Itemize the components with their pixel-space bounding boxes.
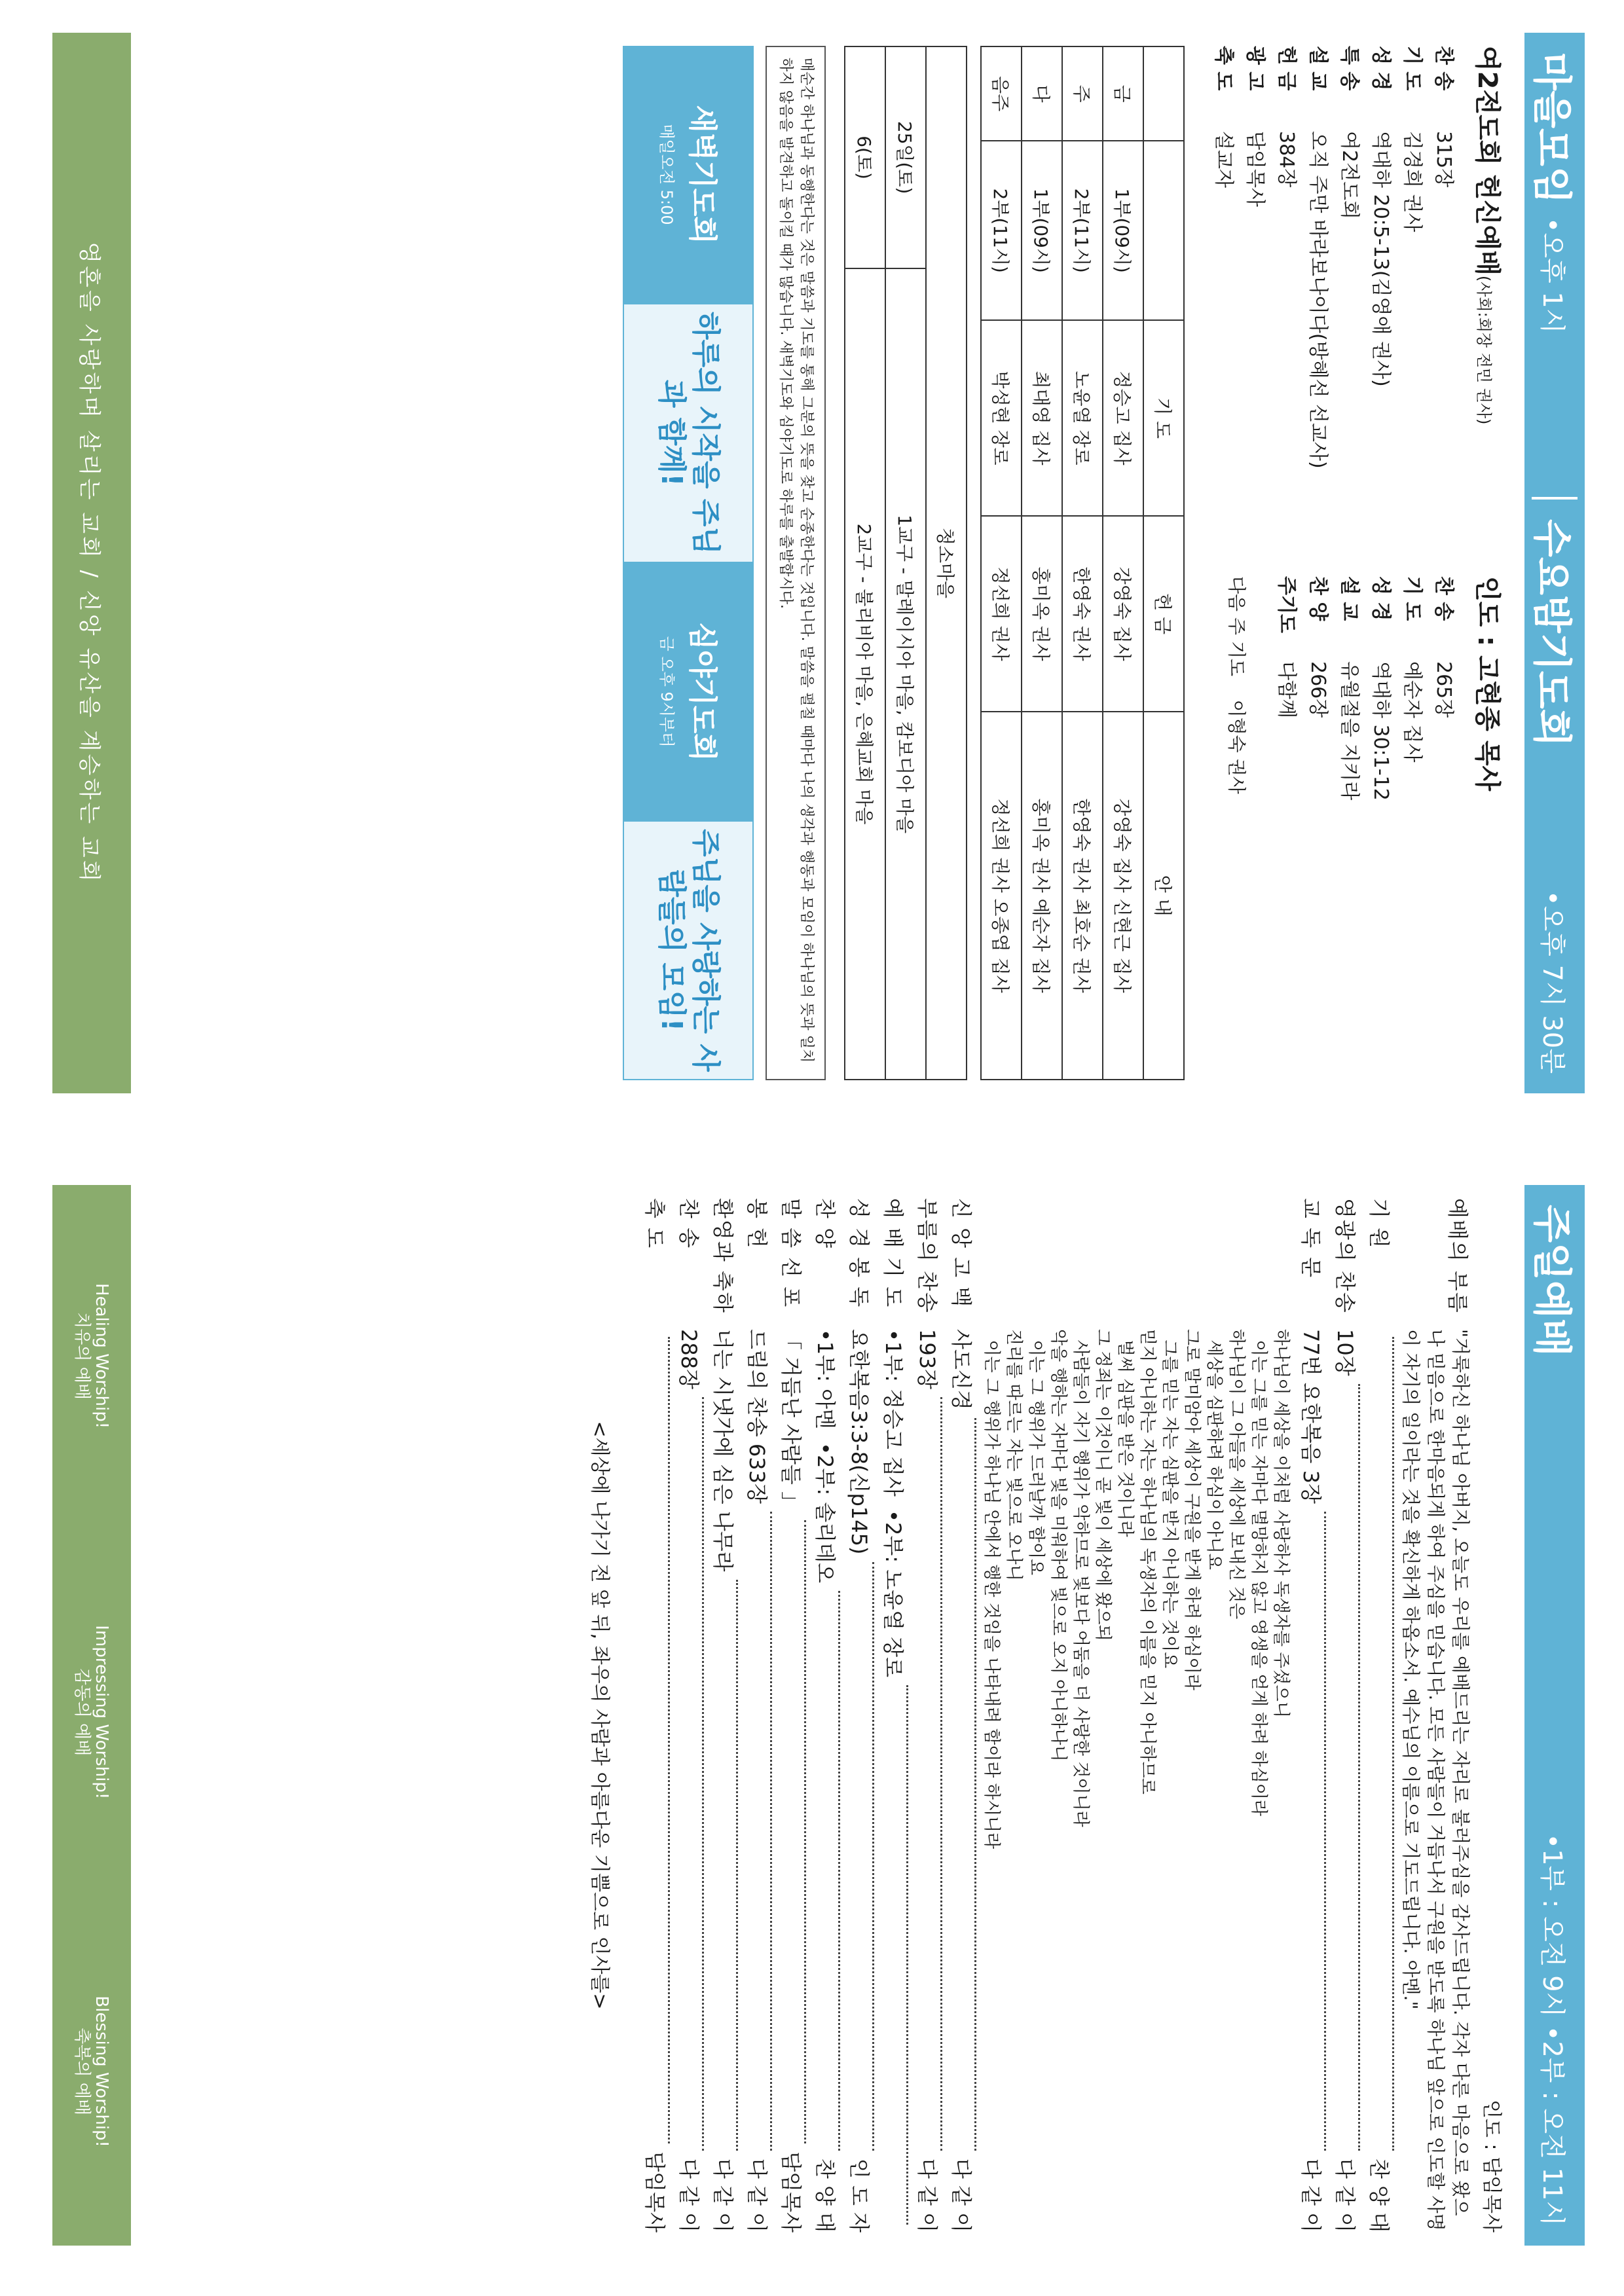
service-row (810, 1198, 840, 2232)
dot-leader (1324, 1512, 1326, 2151)
dot-leader (668, 1337, 670, 2143)
service-content: 193장 (915, 1329, 940, 1389)
prayer-box-time: 매일오전 5:00 (657, 124, 676, 225)
service-content: •1부: 정승고 집사 •2부: 노윤열 장로 (881, 1329, 906, 1678)
service-person: 담임목사 (779, 2151, 803, 2232)
table-row (1022, 46, 1062, 1080)
table-cell: 정선희 권사 오종엽 집사 (981, 712, 1022, 1080)
service-row (708, 1198, 738, 2232)
service-label: 부름의 찬송 (915, 1198, 940, 1314)
dot-leader (804, 1520, 806, 2143)
dot-leader (736, 1580, 738, 2151)
table-cell: 정승고 집사 (1103, 320, 1143, 516)
table-row (1103, 46, 1143, 1080)
table-cell: 다 (1022, 46, 1062, 141)
meeting-value: 오직 주만 바라보나이다(방혜선 선교사) (1306, 131, 1329, 469)
service-row (1398, 1198, 1473, 2232)
table-cell: 정선희 권사 (981, 516, 1022, 712)
service-person: 다 같 이 (949, 2158, 974, 2232)
service-row (1330, 1198, 1360, 2232)
meeting-label: 설 교 (1338, 576, 1361, 621)
service-row (1364, 1198, 1394, 2232)
service-content: 하나님이 세상을 이처럼 사랑하사 독생자를 주셨으니 이는 그를 믿는 자마다 멸망하지 않고 영생을 얻게 하려 하심이라 하나님이 그 아들을 세상에 보내신 것은 세상을 심판하려 하심이 아니요 그로 말미암아 세상이 구원을 받게 하려 하심이라 그를 믿는 자는 심판을 받지 아니하는 것이요 믿지 아니하는 자는 하나님의 독생자의 이름을 믿지 아니하므로 벌써 심판을 받은 것이니라 그 정죄는 이것이니 곧 빛이 세상에 왔으되 사람들이 자기 행위가 악하므로 빛보다 어둠을 더 사랑한 것이니라 악을 행하는 자마다 빛을 미워하여 빛으로 오지 아니하나니 이는 그 행위가 드러날까 함이요 진리를 따르는 자는 빛으로 오나니 이는 그 행위가 하나님 안에서 행한 것임을 나타내려 함이라 하시니라 (982, 1329, 1291, 1850)
service-label: 찬 송 (676, 1198, 701, 1249)
church-slogan: 영혼을 사랑하며 살리는 교회 / 신앙 유산을 계승하는 교회 (52, 33, 131, 1093)
table-cell: 최대영 집사 (1022, 320, 1062, 516)
duty-table (980, 46, 1185, 1080)
dot-leader (974, 1418, 976, 2151)
weekday-header-bar (1524, 33, 1585, 1093)
prayer-box-time: 금 오후 9시부터 (657, 636, 676, 748)
table-cell: 6(토) (845, 46, 885, 268)
service-row (844, 1198, 874, 2232)
wednesday-meeting (1191, 563, 1524, 1093)
meeting-row (1302, 46, 1333, 550)
meeting-value: 다함께 (1275, 661, 1298, 718)
table-cell: 1교구 - 말레이시아 마을, 캄보디아 마을 (885, 268, 926, 1080)
service-person: 다 같 이 (1333, 2158, 1357, 2232)
service-row (674, 1198, 704, 2232)
service-content: 「 거듭난 사람들 」 (779, 1329, 803, 1512)
meeting-row (1239, 46, 1270, 550)
sunday-title: 주일예배 (1528, 1205, 1574, 1357)
service-person: 다 같 이 (1299, 2158, 1323, 2232)
prayer-box-title: 주님을 사랑하는 사람들의 모임! (655, 829, 722, 1072)
table-cell: 홍미옥 권사 예순자 집사 (1022, 712, 1062, 1080)
meeting-label: 성 경 (1369, 46, 1392, 91)
closing-greeting: <세상에 나가기 전 앞 뒤, 좌우의 사람과 아름다운 기쁨으로 인사를> (588, 1421, 611, 2010)
service-content: "거룩하신 하나님 아버지, 오늘도 우리를 예배드리는 자리로 불러주심을 감사드립니다. 각자 다른 마음으로 왔으나 믿음으로 한마음되게 하여 주심을 믿습니다. 모든 사람들이 거듭나서 구원을 받도록 하나님 앞으로 인도할 사명이 자기의 일이라는 것을 확신하게 하옵소서. 예수님의 이름으로 기도드립니다. 아멘." (1400, 1329, 1471, 2231)
meeting-row (1428, 576, 1459, 1080)
order-of-service (640, 1198, 1473, 2232)
meeting-label: 성 경 (1369, 576, 1392, 621)
meeting-label: 기 도 (1401, 46, 1424, 91)
duty-header: 기 도 (1143, 320, 1184, 516)
service-content: •1부: 아멘 •2부: 솔리데오 (813, 1329, 838, 1584)
dot-leader (1358, 1384, 1360, 2151)
meeting-row (1365, 46, 1396, 550)
service-content: 너는 시냇가에 심은 나무라 (710, 1329, 735, 1572)
meeting-row (1396, 576, 1428, 1080)
service-label: 영광의 찬송 (1333, 1198, 1357, 1314)
service-label: 예배의 부름 (1445, 1198, 1470, 1314)
meeting-value: 설교자 (1212, 131, 1235, 188)
service-content: 드림의 찬송 633장 (745, 1329, 769, 1504)
sunday-time: •1부 : 오전 9시 •2부 : 오전 11시 (1537, 1833, 1568, 2226)
service-label: 말 씀 선 포 (779, 1198, 803, 1309)
meeting-label: 주기도 (1275, 576, 1298, 633)
service-content: 10장 (1333, 1329, 1357, 1376)
next-prayer: 다음 주 기도 이형숙 권사 (1226, 576, 1247, 794)
wednesday-leader: 인도 : 고현종 목사 (1472, 576, 1502, 792)
table-cell: 박성현 장로 (981, 320, 1022, 516)
service-row (1296, 1198, 1326, 2232)
prayer-box (623, 820, 754, 1080)
prayer-box (623, 303, 754, 563)
dot-leader (838, 1591, 840, 2151)
table-row (1062, 46, 1103, 1080)
dot-leader (940, 1397, 942, 2151)
service-person: 다 같 이 (676, 2158, 701, 2232)
prayer-box-title: 심야기도회 (686, 622, 720, 761)
cleaning-header: 청소마을 (926, 46, 967, 1080)
worship-healing: Healing Worship! 치유의 예배 (72, 1283, 111, 1429)
sunday-header-bar (1524, 1185, 1585, 2246)
meeting-label: 광 고 (1244, 46, 1266, 91)
meeting-value: 여2전도회 (1338, 131, 1361, 220)
duty-header: 안 내 (1143, 712, 1184, 1080)
village-title: 마을모임 (1528, 52, 1574, 204)
meeting-label: 찬 양 (1306, 576, 1329, 621)
prayer-box (623, 563, 754, 820)
village-subtitle: 여2전도회 헌신예배(사회:회장 전민 권사) (1472, 46, 1502, 425)
meeting-value: 266장 (1306, 661, 1329, 718)
meeting-row (1428, 46, 1459, 550)
service-content: 288장 (676, 1329, 701, 1389)
cleaning-table (844, 46, 967, 1080)
service-person: 담임목사 (642, 2151, 667, 2232)
service-label: 축 도 (642, 1198, 667, 1249)
village-meeting (1191, 33, 1524, 563)
meeting-label: 특 송 (1338, 46, 1361, 91)
prayer-notice: 매순간 하나님과 동행한다는 것은 말씀과 기도를 통해 그분의 뜻을 찾고 순종한다는 것입니다. 말씀을 펼칠 때마다 나의 생각과 행동과 모임이 하나님의 뜻과 일치하지 않음을 발견하고 돌이킬 때가 많습니다. 새벽기도와 심야기도로 하루를 출발합시다. (766, 46, 826, 1080)
service-row (980, 1198, 1292, 2232)
service-person: 다 같 이 (710, 2158, 735, 2232)
dot-leader (1392, 1337, 1394, 2151)
table-cell: 강영숙 집사 신현근 집사 (1103, 712, 1143, 1080)
service-row (742, 1198, 772, 2232)
dot-leader (702, 1397, 704, 2151)
table-cell: 한영숙 권사 (1062, 516, 1103, 712)
sunday-worship-panel (52, 1185, 1585, 2246)
dot-leader (770, 1512, 772, 2151)
service-person: 인 도 자 (847, 2158, 872, 2232)
table-cell: 금 (1103, 46, 1143, 141)
wednesday-title: 수요밤기도회 (1528, 519, 1574, 747)
sunday-leader: 인도 : 담임목사 (1480, 2099, 1503, 2232)
meeting-value: 265장 (1432, 661, 1455, 718)
service-person: 찬 양 대 (1367, 2158, 1392, 2232)
service-row (640, 1198, 670, 2232)
service-label: 교 독 문 (1299, 1198, 1323, 1279)
table-row (981, 46, 1022, 1080)
service-row (912, 1198, 942, 2232)
meeting-value: 역대하 20:5-13(김영애 권사) (1369, 131, 1392, 387)
table-row (885, 46, 926, 1080)
duty-header (1143, 46, 1184, 141)
meeting-value: 담임목사 (1244, 131, 1266, 207)
worship-blessing: Blessing Worship! 축복의 예배 (72, 1995, 111, 2147)
meeting-row (1302, 576, 1333, 1080)
meeting-value: 315장 (1432, 131, 1455, 188)
table-cell: 음주 (981, 46, 1022, 141)
meeting-row (1208, 46, 1239, 550)
table-cell: 홍미옥 권사 (1022, 516, 1062, 712)
meeting-value: 유월절을 지키라 (1338, 661, 1361, 801)
dot-leader (872, 1562, 874, 2151)
meeting-row (1333, 576, 1365, 1080)
meeting-label: 찬 송 (1432, 576, 1455, 621)
meeting-row (1270, 576, 1302, 1080)
meeting-value: 384장 (1275, 131, 1298, 188)
meeting-row (1270, 46, 1302, 550)
service-row (776, 1198, 806, 2232)
duty-header: 헌 금 (1143, 516, 1184, 712)
service-label: 기 원 (1367, 1198, 1392, 1249)
service-person: 다 같 이 (915, 2158, 940, 2232)
service-label: 찬 양 (813, 1198, 838, 1249)
table-cell: 2부(11시) (1062, 141, 1103, 320)
service-person: 찬 양 대 (813, 2158, 838, 2232)
service-person: 다 같 이 (745, 2158, 769, 2232)
table-cell: 한영숙 권사 최호순 권사 (1062, 712, 1103, 1080)
prayer-meeting-boxes (623, 46, 754, 1080)
service-label: 신 앙 고 백 (949, 1198, 974, 1309)
table-cell: 강영숙 집사 (1103, 516, 1143, 712)
village-time: •오후 1시 (1537, 217, 1568, 334)
meeting-value: 김경희 권사 (1401, 131, 1424, 232)
prayer-box (623, 46, 754, 303)
service-content: 사도신경 (949, 1329, 974, 1410)
duty-header (1143, 141, 1184, 320)
service-content: 77번 요한복음 3장 (1299, 1329, 1323, 1504)
meeting-value: 역대하 30:1-12 (1369, 661, 1392, 801)
service-label: 성 경 봉 독 (847, 1198, 872, 1309)
table-cell: 1부(09시) (1103, 141, 1143, 320)
meeting-label: 찬 송 (1432, 46, 1455, 91)
meeting-label: 헌 금 (1275, 46, 1298, 91)
meeting-label: 기 도 (1401, 576, 1424, 621)
table-cell: 25일(토) (885, 46, 926, 268)
table-cell: 주 (1062, 46, 1103, 141)
dot-leader (906, 1685, 908, 2225)
service-content: 요한복음3:3-8(신p145) (847, 1329, 872, 1555)
table-row (845, 46, 885, 1080)
meeting-label: 설 교 (1306, 46, 1329, 91)
meeting-row (1333, 46, 1365, 550)
service-label: 환영과 축하 (710, 1198, 735, 1314)
meeting-label: 축 도 (1212, 46, 1235, 91)
prayer-box-title: 새벽기도회 (686, 105, 720, 244)
worship-footer (52, 1185, 131, 2246)
table-cell: 1부(09시) (1022, 141, 1062, 320)
wednesday-time: •오후 7시 30분 (1537, 890, 1568, 1074)
service-label: 봉 헌 (745, 1198, 769, 1249)
worship-impressing: Impressing Worship! 감동의 예배 (72, 1625, 111, 1800)
table-cell: 2교구 - 불리비아 마을, 은혜교회 마을 (845, 268, 885, 1080)
service-label: 예 배 기 도 (881, 1198, 906, 1309)
meeting-row (1365, 576, 1396, 1080)
table-cell: 2부(11시) (981, 141, 1022, 320)
service-row (946, 1198, 976, 2232)
table-cell: 노윤열 장로 (1062, 320, 1103, 516)
service-row (878, 1198, 908, 2232)
weekday-panel (52, 33, 1585, 1093)
meeting-row (1396, 46, 1428, 550)
prayer-box-title: 하루의 시작을 주님과 함께! (655, 312, 722, 555)
meeting-value: 예순자 집사 (1401, 661, 1424, 763)
